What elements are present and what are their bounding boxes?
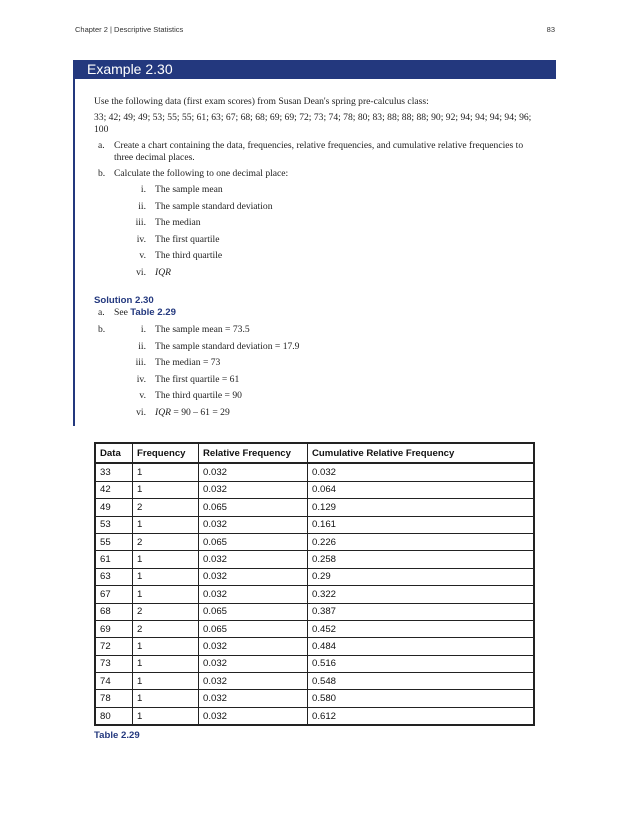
header-frequency: Frequency bbox=[133, 443, 199, 463]
table-cell: 2 bbox=[133, 499, 199, 516]
example-subitem bbox=[114, 250, 540, 262]
table-cell: 0.032 bbox=[199, 463, 308, 481]
part-a-text: Create a chart containing the data, frequencies, relative frequencies, and cumulative relative frequencies to three decimal places. bbox=[114, 140, 524, 163]
table-cell: 1 bbox=[133, 551, 199, 568]
subitem-text: The third quartile bbox=[155, 250, 223, 262]
table-cell: 53 bbox=[95, 516, 133, 533]
table-cell: 1 bbox=[133, 655, 199, 672]
table-cell: 72 bbox=[95, 638, 133, 655]
table-cell: 49 bbox=[95, 499, 133, 516]
solution-item bbox=[114, 357, 540, 369]
table-cell: 0.516 bbox=[308, 655, 535, 672]
table-cell: 0.065 bbox=[199, 620, 308, 637]
table-cell: 1 bbox=[133, 463, 199, 481]
page-number: 83 bbox=[546, 25, 555, 34]
table-body bbox=[95, 463, 534, 725]
list-marker: a. bbox=[98, 140, 105, 151]
table-cell: 78 bbox=[95, 690, 133, 707]
list-marker: v. bbox=[139, 390, 146, 402]
table-cell: 69 bbox=[95, 620, 133, 637]
solution-title: Solution 2.30 bbox=[94, 295, 154, 306]
example-parts bbox=[94, 140, 540, 279]
solution-part-b bbox=[94, 324, 540, 419]
example-body bbox=[94, 96, 540, 284]
table-cell: 0.129 bbox=[308, 499, 535, 516]
solution-item bbox=[114, 324, 540, 336]
example-subitem bbox=[114, 201, 540, 213]
table-cell: 0.032 bbox=[199, 638, 308, 655]
table-cell: 0.064 bbox=[308, 481, 535, 498]
solution-item-text: The sample standard deviation = 17.9 bbox=[155, 340, 300, 352]
list-marker: a. bbox=[98, 307, 105, 318]
list-marker: ii. bbox=[138, 200, 146, 212]
table-cell: 0.032 bbox=[199, 568, 308, 585]
example-part-b bbox=[94, 168, 540, 279]
iqr-term: IQR bbox=[155, 406, 171, 418]
list-marker: b. bbox=[98, 324, 106, 335]
solution-item bbox=[114, 341, 540, 353]
table-row bbox=[95, 481, 534, 498]
list-marker: v. bbox=[139, 250, 146, 262]
subitem-text: The sample standard deviation bbox=[155, 200, 273, 212]
table-cell: 2 bbox=[133, 603, 199, 620]
table-cell: 1 bbox=[133, 707, 199, 725]
solution-part-a bbox=[94, 307, 540, 319]
table-cell: 67 bbox=[95, 586, 133, 603]
table-row bbox=[95, 603, 534, 620]
list-marker: i. bbox=[140, 184, 146, 195]
table-header-row bbox=[95, 443, 534, 463]
table-cell: 80 bbox=[95, 707, 133, 725]
table-row bbox=[95, 690, 534, 707]
table-cell: 68 bbox=[95, 603, 133, 620]
list-marker: iv. bbox=[136, 373, 146, 385]
solution-item-text: The first quartile = 61 bbox=[155, 373, 240, 385]
frequency-table bbox=[94, 442, 535, 726]
subitem-text: IQR bbox=[155, 266, 171, 278]
table-row bbox=[95, 707, 534, 725]
table-cell: 0.032 bbox=[199, 690, 308, 707]
list-marker: iii. bbox=[135, 217, 146, 229]
table-cell: 0.387 bbox=[308, 603, 535, 620]
table-cell: 61 bbox=[95, 551, 133, 568]
table-row bbox=[95, 499, 534, 516]
table-cell: 0.258 bbox=[308, 551, 535, 568]
table-cell: 1 bbox=[133, 568, 199, 585]
table-cell: 42 bbox=[95, 481, 133, 498]
example-subitem bbox=[114, 217, 540, 229]
table-cell: 0.032 bbox=[199, 655, 308, 672]
table-cell: 74 bbox=[95, 673, 133, 690]
table-cell: 0.452 bbox=[308, 620, 535, 637]
subitem-text: The sample mean bbox=[155, 184, 223, 195]
solution-item-text: The sample mean = 73.5 bbox=[155, 324, 250, 335]
solution-a-prefix: See bbox=[114, 307, 131, 318]
table-cell: 0.322 bbox=[308, 586, 535, 603]
table-row bbox=[95, 463, 534, 481]
table-cell: 0.612 bbox=[308, 707, 535, 725]
table-cell: 0.484 bbox=[308, 638, 535, 655]
table-cell: 1 bbox=[133, 481, 199, 498]
table-cell: 0.032 bbox=[308, 463, 535, 481]
table-cell: 1 bbox=[133, 586, 199, 603]
solution-item bbox=[114, 374, 540, 386]
table-row bbox=[95, 638, 534, 655]
header-relative-frequency: Relative Frequency bbox=[199, 443, 308, 463]
solution-item bbox=[114, 407, 540, 419]
table-cell: 0.065 bbox=[199, 499, 308, 516]
table-cell: 0.032 bbox=[199, 586, 308, 603]
table-row bbox=[95, 655, 534, 672]
table-cell: 0.065 bbox=[199, 533, 308, 550]
part-b-text: Calculate the following to one decimal place: bbox=[114, 168, 289, 179]
table-row bbox=[95, 551, 534, 568]
table-cell: 0.548 bbox=[308, 673, 535, 690]
list-marker: iv. bbox=[136, 233, 146, 245]
list-marker: iii. bbox=[135, 357, 146, 369]
solution-item-text: = 90 – 61 = 29 bbox=[170, 406, 230, 418]
list-marker: vi. bbox=[136, 406, 146, 418]
example-subitems bbox=[114, 184, 540, 279]
table-cell: 63 bbox=[95, 568, 133, 585]
table-cell: 0.065 bbox=[199, 603, 308, 620]
table-cell: 0.032 bbox=[199, 481, 308, 498]
table-cell: 0.032 bbox=[199, 673, 308, 690]
table-cell: 0.032 bbox=[199, 551, 308, 568]
solution-item-text: The median = 73 bbox=[155, 357, 221, 369]
table-row bbox=[95, 516, 534, 533]
table-cell: 0.032 bbox=[199, 707, 308, 725]
table-cell: 33 bbox=[95, 463, 133, 481]
header-cumulative-relative-frequency: Cumulative Relative Frequency bbox=[308, 443, 535, 463]
table-row bbox=[95, 620, 534, 637]
example-subitem bbox=[114, 234, 540, 246]
table-link[interactable]: Table 2.29 bbox=[130, 307, 176, 318]
list-marker: ii. bbox=[138, 340, 146, 352]
table-caption: Table 2.29 bbox=[94, 730, 140, 741]
table-cell: 0.161 bbox=[308, 516, 535, 533]
list-marker: i. bbox=[140, 324, 146, 335]
list-marker: vi. bbox=[136, 266, 146, 278]
solution-item bbox=[114, 390, 540, 402]
subitem-text: The median bbox=[155, 217, 201, 229]
table-cell: 0.29 bbox=[308, 568, 535, 585]
example-title: Example 2.30 bbox=[75, 60, 556, 79]
table-cell: 1 bbox=[133, 516, 199, 533]
chapter-title: Chapter 2 | Descriptive Statistics bbox=[75, 25, 184, 34]
table-row bbox=[95, 673, 534, 690]
table-cell: 1 bbox=[133, 638, 199, 655]
table-cell: 0.580 bbox=[308, 690, 535, 707]
subitem-text: The first quartile bbox=[155, 233, 220, 245]
header-data: Data bbox=[95, 443, 133, 463]
solution-item-text: The third quartile = 90 bbox=[155, 390, 242, 402]
example-part-a bbox=[94, 140, 540, 164]
example-left-rule bbox=[73, 60, 75, 426]
table-row bbox=[95, 533, 534, 550]
example-intro: Use the following data (first exam scores) from Susan Dean's spring pre-calculus class: bbox=[94, 96, 429, 107]
solution-items bbox=[114, 324, 540, 419]
table-cell: 0.032 bbox=[199, 516, 308, 533]
table-cell: 1 bbox=[133, 673, 199, 690]
example-subitem bbox=[114, 184, 540, 196]
table-cell: 73 bbox=[95, 655, 133, 672]
list-marker: b. bbox=[98, 168, 106, 179]
solution-body bbox=[94, 307, 540, 424]
table-cell: 2 bbox=[133, 533, 199, 550]
example-subitem bbox=[114, 267, 540, 279]
table-row bbox=[95, 586, 534, 603]
table-cell: 1 bbox=[133, 690, 199, 707]
running-header bbox=[75, 25, 555, 34]
table-cell: 0.226 bbox=[308, 533, 535, 550]
example-data-line: 33; 42; 49; 49; 53; 55; 55; 61; 63; 67; 68; 68; 69; 69; 72; 73; 74; 78; 80; 83; 88; 88; 88; 90; 92; 94; 94; 94; 94; 96; 100 bbox=[94, 112, 532, 135]
table-cell: 55 bbox=[95, 533, 133, 550]
table-row bbox=[95, 568, 534, 585]
table-cell: 2 bbox=[133, 620, 199, 637]
